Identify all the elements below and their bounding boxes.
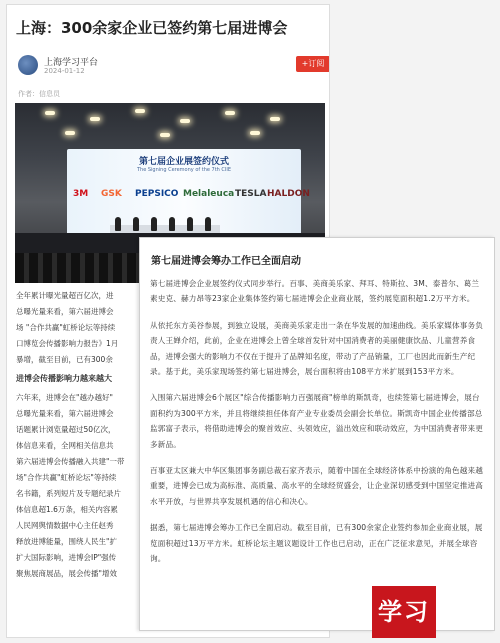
- body-line: 场 "合作共赢"虹桥论坛等持续: [16, 323, 116, 332]
- follow-button[interactable]: +订阅: [296, 56, 330, 72]
- article-meta: 作者：信息员: [18, 90, 60, 98]
- excerpt-paragraph: 第七届进博会企业展签约仪式同步举行。百事、美商美乐家、拜耳、特斯拉、3M、泰普尔、葛兰素史克、赫力昂等23家企业集体签约第七届进博会企业商业展，签约展览面积超1.2万平方米。: [150, 279, 480, 304]
- body-line: 名书籍，系列短片及专题纪录片: [16, 489, 121, 498]
- body-line: 扩大国际影响，进博会IP"强传: [16, 553, 117, 562]
- author-avatar[interactable]: [18, 55, 38, 75]
- ceiling-light: [160, 133, 170, 137]
- person-figure: [169, 217, 175, 231]
- body-line: 释放进博能量，围绕人民生"扩: [16, 537, 117, 546]
- person-figure: [187, 217, 193, 231]
- body-line: 体信息超1.6万条，相关内容累: [16, 505, 118, 514]
- body-line: 总曝光量来看，第六届进博会: [16, 307, 114, 316]
- body-line: 聚焦展商展品，展会传播"增效: [16, 569, 117, 578]
- person-figure: [133, 217, 139, 231]
- sponsor-logo: Melaleuca: [183, 189, 235, 199]
- sponsor-logo: HALDON: [267, 189, 310, 199]
- ceiling-light: [45, 111, 55, 115]
- author-name[interactable]: 上海学习平台: [44, 58, 99, 68]
- person-figure: [115, 217, 121, 231]
- person-figure: [151, 217, 157, 231]
- article-excerpt-card: [139, 237, 495, 631]
- body-line: 人民网舆情数据中心主任赵秀: [16, 521, 114, 530]
- excerpt-paragraphs: [150, 276, 484, 578]
- body-line: 全年累计曝光量超百亿次，进: [16, 291, 114, 300]
- ceiling-light: [225, 111, 235, 115]
- body-line: 暴增，截至目前，已有300余: [16, 355, 113, 364]
- publish-date: 2024-01-12: [44, 67, 85, 75]
- screen-subtitle: The Signing Ceremony of the 7th CIIE: [136, 167, 232, 173]
- stage-screen: [67, 149, 310, 237]
- excerpt-paragraph: 据悉，第七届进博会筹办工作已全面启动。截至目前，已有300余家企业签约参加企业商业展，展览面积超过13万平方米。虹桥论坛主题议题设计工作也已启动，正在广泛征求意见，并展全球咨询。: [150, 523, 483, 564]
- body-line: 六年来，进博会在"越办越好": [16, 393, 113, 402]
- sponsor-logo: GSK: [101, 189, 122, 199]
- sponsor-logo: PEPSICO: [135, 189, 179, 199]
- ceiling-light: [65, 131, 75, 135]
- ceiling-light: [250, 131, 260, 135]
- ceiling-light: [90, 117, 100, 121]
- body-line: 第六届进博会传播融入共建"一带: [16, 457, 125, 466]
- excerpt-paragraph: 入围第六届进博会6个展区"综合传播影响力百强展商"榜单的斯凯奇，也续签第七届进博会，展台面积约为300平方米，并且将继续担任体育产业专业委员会副会长单位。斯凯奇中国企业传播部总监郭富子表示，将借助进博会的聚首效应、头领效应，溢出效应和联动效应，为中国消费者带来更多新品。: [150, 393, 483, 449]
- section-heading: 进博会传播影响力越来越大: [16, 374, 112, 383]
- body-line: 口博览会传播影响力报告》1月: [16, 339, 119, 348]
- ceiling-light: [270, 117, 280, 121]
- body-line: 体信息来看，全网相关信息共: [16, 441, 114, 450]
- ceiling-light: [180, 119, 190, 123]
- ceiling-light: [135, 109, 145, 113]
- body-line: 场"合作共赢"虹桥论坛"等持续: [16, 473, 117, 482]
- screen-title: 第七届企业展签约仪式: [138, 157, 229, 167]
- excerpt-paragraph: 百事亚太区兼大中华区集团事务副总裁石家齐表示，随着中国在全球经济体系中扮演的角色越来越重要，进博会已成为高标准、高质量、高水平的全球经贸盛会，让企业深切感受到中国坚定推进高水平开放，与世界共享发展机遇的信心和决心。: [150, 466, 483, 506]
- excerpt-title: 第七届进博会筹办工作已全面启动: [151, 256, 301, 267]
- sponsor-logo: 3M: [73, 189, 89, 199]
- body-line: 话题累计浏览量超过50亿次，: [16, 425, 116, 434]
- sponsor-logo: TESLA: [235, 189, 267, 199]
- xuexi-badge: 学习: [372, 586, 436, 638]
- article-body: [16, 289, 136, 583]
- body-line: 总曝光量来看，第六届进博会: [16, 409, 114, 418]
- person-figure: [205, 217, 211, 231]
- article-title: 上海：300余家企业已签约第七届进博会: [16, 19, 288, 37]
- excerpt-paragraph: 从依托东方美谷参展，到独立设展，美商美乐家走出一条在华发展的加速曲线。美乐家媒体事务负责人王婵介绍，此前，企业在进博会上曾全球首发针对中国消费者的美丽健康饮品、儿童营养食品，进博会强大的影响力不仅在于提升了品牌知名度，带动了产品销量，工厂也因此而新生产纪录。基于此，美乐家现场签约第七届进博会，展台面积将由108平方米扩展到153平方米。: [150, 320, 483, 377]
